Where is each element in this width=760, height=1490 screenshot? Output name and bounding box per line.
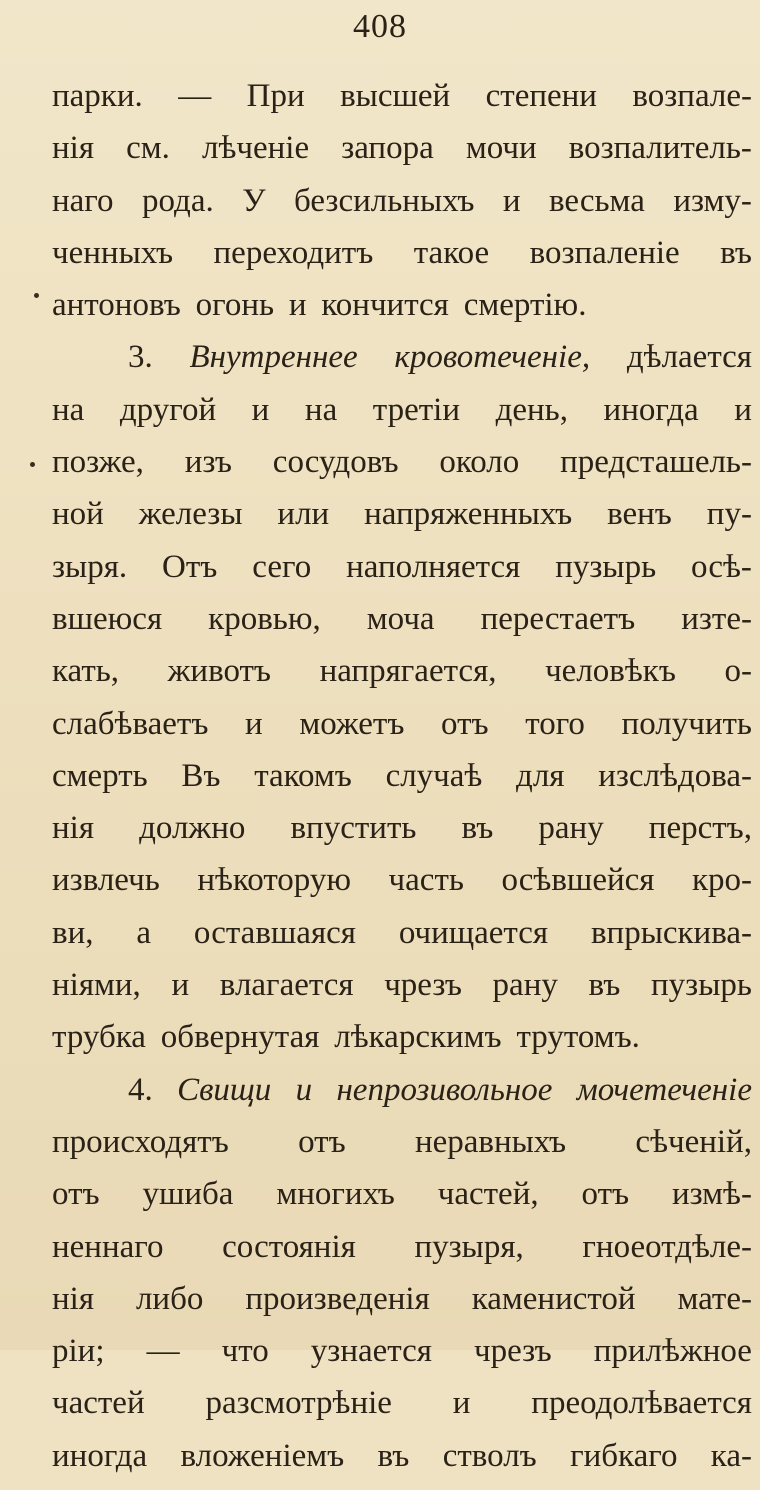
word: гноеотдѣле-: [582, 1228, 752, 1265]
word: на: [52, 391, 85, 428]
word: антоновъ: [52, 287, 181, 324]
word: см.: [126, 130, 170, 167]
word: моча: [366, 600, 435, 637]
word: весьма: [549, 182, 645, 219]
word: лѣкарскимъ: [334, 1019, 502, 1056]
word: многихъ: [276, 1176, 395, 1213]
word: кровью,: [208, 600, 321, 637]
word: либо: [135, 1280, 204, 1317]
word: частей,: [437, 1176, 539, 1213]
word: чрезъ: [473, 1333, 552, 1370]
word: возпале-: [632, 78, 752, 114]
word: день,: [495, 391, 568, 428]
word: напрягается,: [319, 653, 497, 690]
word: лѣченіе: [201, 130, 310, 167]
word: возпаленіе: [529, 234, 680, 271]
italic-word: и: [295, 1071, 313, 1108]
word: и: [251, 391, 270, 428]
text-line: [52, 183, 752, 235]
margin-speck: [30, 462, 35, 467]
word: кро-: [691, 862, 752, 899]
text-line: [52, 287, 752, 339]
margin-speck: [34, 293, 39, 298]
word: трутомъ.: [516, 1019, 640, 1056]
word: впустить: [290, 810, 417, 847]
word: наго: [52, 182, 114, 219]
text-line: [52, 967, 752, 1019]
word: смертію.: [463, 287, 587, 324]
word: въ: [377, 1437, 410, 1474]
word: должно: [139, 810, 246, 847]
word: а: [136, 914, 152, 951]
word: влагается: [219, 967, 354, 1004]
word: случаѣ: [385, 757, 483, 794]
word: въ: [461, 810, 494, 847]
word: осѣ-: [691, 548, 752, 585]
word: ной: [52, 496, 104, 533]
text-line: [52, 1385, 752, 1437]
word: на: [304, 391, 338, 428]
text-line: [52, 653, 752, 705]
word: ви,: [52, 914, 94, 951]
text-line: [52, 392, 752, 444]
word: въ: [588, 967, 621, 1004]
text-line: [52, 78, 752, 130]
word: ніями,: [52, 967, 141, 1004]
word: прилѣжное: [593, 1333, 752, 1370]
word: возпалитель-: [568, 130, 752, 167]
word: иногда: [603, 391, 699, 428]
word: частей: [52, 1385, 145, 1422]
word: мочи: [465, 130, 537, 167]
text-line: [52, 601, 752, 653]
word: того: [525, 705, 585, 742]
text-line: [52, 1281, 752, 1333]
text-line: [52, 1019, 752, 1071]
word: разсмотрѣніе: [205, 1385, 392, 1422]
italic-word: Внутреннее: [189, 339, 358, 376]
word: или: [277, 496, 330, 533]
word: извлечь: [52, 862, 160, 899]
word: —: [178, 78, 212, 114]
word: изму-: [673, 182, 752, 219]
text-line: [52, 1072, 752, 1124]
word: степени: [485, 78, 597, 114]
word: высшей: [340, 78, 451, 114]
word: Отъ: [162, 548, 218, 585]
word: получить: [621, 705, 752, 742]
word: трубка: [52, 1019, 146, 1056]
word: слабѣваетъ: [52, 705, 209, 742]
word: железы: [138, 496, 243, 533]
word: отъ: [581, 1176, 630, 1213]
word: нія: [52, 130, 95, 167]
word: рану: [492, 967, 558, 1004]
word: иногда: [52, 1437, 148, 1474]
word: мате-: [677, 1280, 752, 1317]
word: отъ: [441, 705, 489, 742]
word: каменистой: [471, 1280, 636, 1317]
word: для: [516, 757, 565, 794]
text-line: [52, 339, 752, 391]
word: ченныхъ: [52, 234, 174, 271]
word: нія: [52, 810, 95, 847]
text-line: [52, 1176, 752, 1228]
word: неннаго: [52, 1228, 164, 1265]
word: наполняется: [346, 548, 521, 585]
word: Въ: [181, 757, 221, 794]
word: ка-: [710, 1437, 752, 1474]
word: 4.: [128, 1071, 153, 1108]
word: измѣ-: [671, 1176, 752, 1213]
word: 3.: [128, 339, 153, 376]
word: отъ: [298, 1123, 346, 1160]
word: произведенія: [245, 1280, 430, 1317]
word: изте-: [681, 600, 752, 637]
italic-word: непрозивольное: [336, 1071, 553, 1108]
italic-word: кровотеченіе,: [394, 339, 591, 376]
word: огонь: [195, 287, 275, 324]
text-line: [52, 130, 752, 182]
text-line: [52, 706, 752, 758]
text-line: [52, 1229, 752, 1281]
text-line: [52, 1438, 752, 1490]
word: другой: [119, 391, 217, 428]
word: напряженныхъ: [364, 496, 573, 533]
word: сего: [252, 548, 312, 585]
word: часть: [388, 862, 464, 899]
text-line: [52, 1124, 752, 1176]
word: вшеюся: [52, 600, 163, 637]
word: въ: [720, 234, 752, 271]
word: очищается: [398, 914, 549, 951]
word: гибкаго: [570, 1437, 678, 1474]
italic-word: Свищи: [177, 1071, 272, 1108]
word: и: [245, 705, 263, 742]
word: кать,: [52, 653, 120, 690]
body-text: [52, 78, 752, 1490]
word: и: [288, 287, 307, 324]
word: дѣлается: [626, 339, 752, 376]
word: происходятъ: [52, 1123, 229, 1160]
italic-word: мочетеченіе: [576, 1071, 752, 1108]
word: такое: [413, 234, 490, 271]
word: пу-: [706, 496, 752, 533]
word: изслѣдова-: [598, 757, 752, 794]
word: и: [171, 967, 190, 1004]
text-line: [52, 444, 752, 496]
word: кончится: [321, 287, 449, 324]
word: отъ: [52, 1176, 100, 1213]
word: рану: [538, 810, 604, 847]
text-line: [52, 810, 752, 862]
word: безсильныхъ: [294, 182, 475, 219]
word: предсташель-: [560, 444, 752, 481]
word: узнается: [310, 1333, 432, 1370]
page-number: 408: [353, 8, 407, 45]
word: пузырь: [555, 548, 657, 585]
word: около: [439, 444, 520, 481]
word: венъ: [607, 496, 672, 533]
word: зыря.: [52, 548, 128, 585]
word: ріи;: [52, 1333, 105, 1370]
word: ушиба: [142, 1176, 234, 1213]
word: животъ: [167, 653, 271, 690]
word: перстъ,: [648, 810, 752, 847]
word: и: [734, 391, 752, 428]
word: состоянія: [222, 1228, 356, 1265]
word: пузырь: [651, 967, 752, 1004]
text-line: [52, 235, 752, 287]
word: сосудовъ: [272, 444, 399, 481]
word: впрыскива-: [590, 914, 752, 951]
word: позже,: [52, 444, 144, 481]
word: и: [502, 182, 521, 219]
word: изъ: [184, 444, 232, 481]
word: о-: [724, 653, 752, 690]
word: человѣкъ: [545, 653, 676, 690]
text-line: [52, 1333, 752, 1385]
word: —: [146, 1333, 180, 1370]
word: что: [221, 1333, 269, 1370]
word: нія: [52, 1280, 95, 1317]
word: третіи: [372, 391, 461, 428]
text-line: [52, 496, 752, 548]
word: можетъ: [299, 705, 405, 742]
text-line: [52, 862, 752, 914]
word: такомъ: [254, 757, 352, 794]
word: пузыря,: [414, 1228, 524, 1265]
word: чрезъ: [384, 967, 462, 1004]
text-line: [52, 549, 752, 601]
word: стволъ: [442, 1437, 537, 1474]
word: запора: [341, 130, 434, 167]
word: обвернутая: [160, 1019, 320, 1056]
word: парки.: [52, 78, 143, 114]
word: неравныхъ: [414, 1123, 567, 1160]
word: вложеніемъ: [180, 1437, 345, 1474]
word: и: [452, 1385, 471, 1422]
text-line: [52, 915, 752, 967]
word: оставшаяся: [193, 914, 356, 951]
word: рода.: [141, 182, 214, 219]
word: При: [246, 78, 305, 114]
word: У: [242, 182, 266, 219]
word: сѣченій,: [635, 1123, 752, 1160]
word: осѣвшейся: [501, 862, 655, 899]
text-line: [52, 758, 752, 810]
word: нѣкоторую: [197, 862, 352, 899]
word: переходитъ: [213, 234, 374, 271]
word: смерть: [52, 757, 148, 794]
word: перестаетъ: [480, 600, 636, 637]
word: преодолѣвается: [531, 1385, 752, 1422]
